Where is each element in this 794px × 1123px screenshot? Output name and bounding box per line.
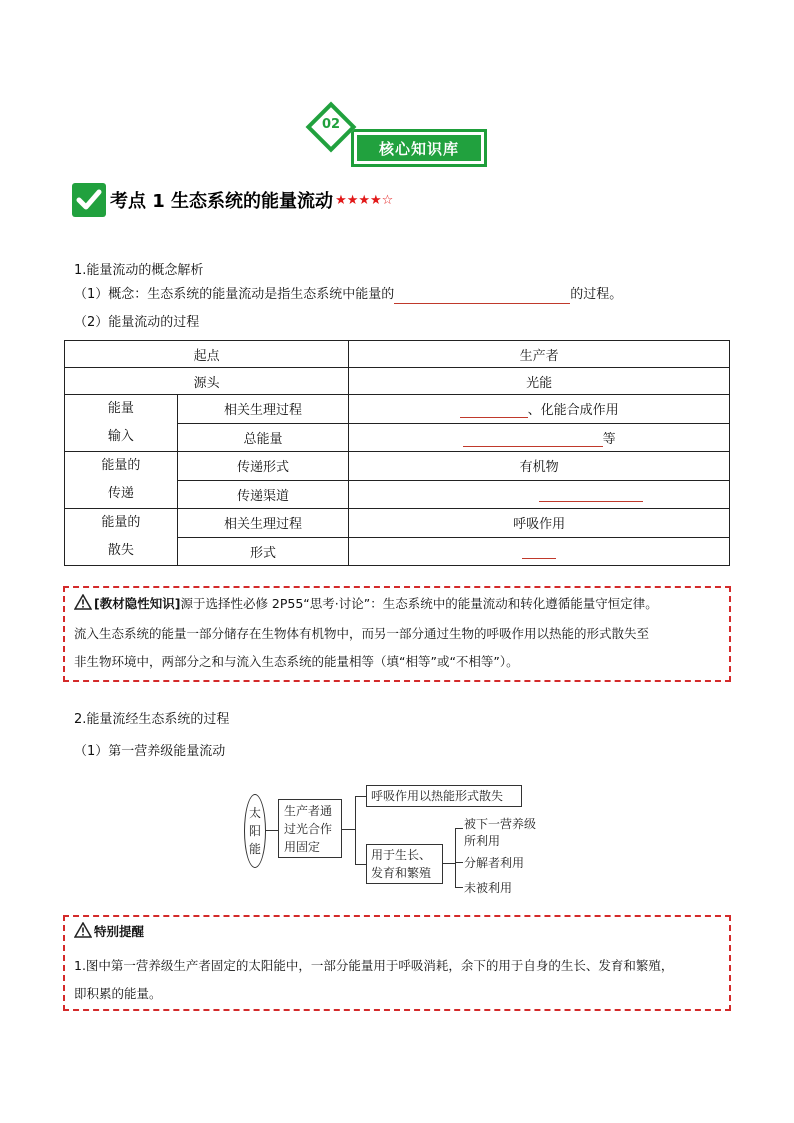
table-cell: 光能 — [349, 368, 730, 395]
note1-line2: 流入生态系统的能量一部分储存在生物体有机物中，而另一部分通过生物的呼吸作用以热能的形式散失至 — [74, 626, 650, 641]
next-level-line: 所利用 — [464, 834, 501, 848]
table-group-cell: 能量的 传递 — [65, 452, 178, 509]
answer-blank — [460, 403, 528, 418]
heading-concept: 1.能量流动的概念解析 — [74, 263, 204, 278]
special-reminder-box — [63, 915, 731, 1011]
process-heading: （2）能量流动的过程 — [74, 315, 200, 330]
note2-line1: 1.图中第一营养级生产者固定的太阳能中，一部分能量用于呼吸消耗，余下的用于自身的生长、发育和繁殖， — [74, 958, 674, 973]
note1-text: 源于选择性必修 2P55“思考·讨论”：生态系统中的能量流动和转化遵循能量守恒定律。 — [180, 596, 658, 611]
energy-flow-diagram — [244, 782, 554, 898]
section-badge — [305, 103, 490, 169]
unused-node: 未被利用 — [464, 881, 513, 895]
growth-node — [366, 844, 443, 884]
table-cell — [349, 395, 730, 424]
next-level-line: 被下一营养级 — [464, 817, 537, 831]
table-cell: 有机物 — [349, 452, 730, 481]
table-cell: 呼吸作用 — [349, 509, 730, 538]
connector-line — [355, 796, 366, 797]
producer-line: 生产者通 — [284, 804, 333, 818]
sun-energy-node — [244, 794, 266, 868]
producer-line: 用固定 — [284, 840, 321, 854]
table-row — [65, 509, 730, 538]
sun-char: 阳 — [248, 824, 261, 838]
table-cell — [349, 537, 730, 566]
table-cell: 生产者 — [349, 341, 730, 368]
producer-node — [278, 799, 342, 858]
respiration-node: 呼吸作用以热能形式散失 — [366, 785, 522, 807]
note2-tag: 特别提醒 — [94, 924, 145, 939]
badge-box — [351, 129, 487, 167]
table-row — [65, 341, 730, 368]
warning-icon — [74, 594, 92, 610]
note1-line3: 非生物环境中，两部分之和与流入生态系统的能量相等（填“相等”或“不相等”）。 — [74, 654, 519, 669]
cell-suffix: 、化能合成作用 — [527, 403, 619, 419]
growth-line: 用于生长、 — [371, 848, 432, 862]
heading-flow: 2.能量流经生态系统的过程 — [74, 712, 230, 727]
table-cell: 相关生理过程 — [177, 395, 349, 424]
difficulty-stars: ★★★★☆ — [335, 192, 394, 208]
connector-line — [455, 828, 456, 888]
badge-label: 核心知识库 — [357, 135, 481, 161]
connector-line — [455, 862, 463, 863]
table-cell: 总能量 — [177, 423, 349, 452]
connector-line — [342, 829, 355, 830]
connector-line — [443, 863, 455, 864]
subheading-first-level: （1）第一营养级能量流动 — [74, 744, 226, 759]
connector-line — [455, 828, 463, 829]
table-group-cell: 能量 输入 — [65, 395, 178, 452]
table-row — [65, 368, 730, 395]
note2-header — [74, 922, 144, 941]
sun-char: 能 — [248, 842, 261, 856]
producer-line: 过光合作 — [284, 822, 333, 836]
table-cell — [349, 480, 730, 509]
checkmark-icon — [72, 183, 106, 217]
decomposer-node: 分解者利用 — [464, 856, 525, 870]
connector-line — [355, 796, 356, 864]
table-row — [65, 452, 730, 481]
connector-line — [355, 864, 366, 865]
connector-line — [266, 830, 278, 831]
note1-line1 — [74, 594, 658, 613]
concept-after: 的过程。 — [570, 287, 623, 302]
table-row — [65, 395, 730, 424]
table-cell: 形式 — [177, 537, 349, 566]
section-title-text: 考点 1 生态系统的能量流动 — [110, 191, 334, 212]
table-cell: 传递渠道 — [177, 480, 349, 509]
connector-line — [455, 887, 463, 888]
energy-flow-table — [64, 340, 730, 566]
note1-tag: [教材隐性知识] — [94, 596, 181, 611]
table-cell: 源头 — [65, 368, 349, 395]
warning-icon — [74, 922, 92, 938]
answer-blank — [539, 487, 643, 502]
hidden-knowledge-box — [63, 586, 731, 682]
answer-blank — [463, 432, 603, 447]
table-cell: 传递形式 — [177, 452, 349, 481]
next-level-node — [464, 816, 536, 850]
table-cell: 相关生理过程 — [177, 509, 349, 538]
section-title — [72, 182, 393, 218]
note2-line2: 即积累的能量。 — [74, 986, 162, 1001]
cell-suffix: 等 — [602, 431, 616, 447]
answer-blank — [522, 544, 556, 559]
table-cell — [349, 423, 730, 452]
concept-before: （1）概念：生态系统的能量流动是指生态系统中能量的 — [74, 287, 395, 302]
growth-line: 发育和繁殖 — [371, 866, 432, 880]
badge-number: 02 — [321, 117, 341, 132]
concept-line — [74, 286, 622, 304]
concept-blank — [394, 289, 570, 304]
table-cell: 起点 — [65, 341, 349, 368]
sun-char: 太 — [248, 806, 261, 820]
table-group-cell: 能量的 散失 — [65, 509, 178, 566]
